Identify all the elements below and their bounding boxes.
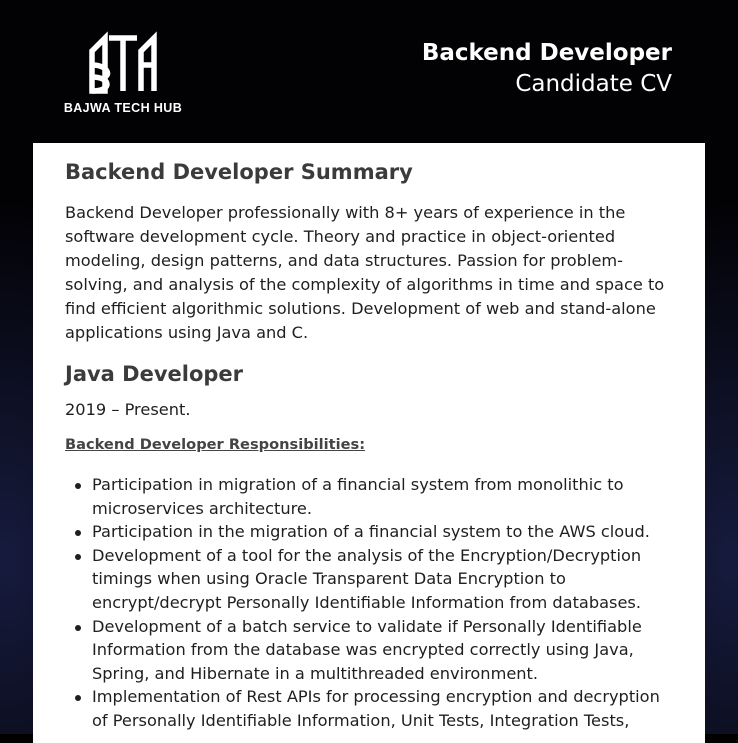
list-item-line: timings when using Oracle Transparent Data Encryption to xyxy=(92,569,566,589)
list-item-line: Development of a tool for the analysis of the Encryption/Decryption xyxy=(92,545,642,565)
brand-logo xyxy=(56,25,190,117)
list-item xyxy=(65,615,680,686)
list-item xyxy=(65,473,680,520)
summary-heading: Backend Developer Summary xyxy=(65,160,413,184)
bth-logo-icon xyxy=(87,25,159,95)
list-item-line: Spring, and Hibernate in a multithreaded environment. xyxy=(92,663,539,683)
list-item-line: of Personally Identifiable Information, Unit Tests, Integration Tests, xyxy=(92,710,630,730)
list-item-line: Participation in the migration of a financial system to the AWS cloud. xyxy=(92,522,650,542)
responsibilities-heading: Backend Developer Responsibilities: xyxy=(65,436,366,453)
list-item-line: Information from the database was encrypted correctly using Java, xyxy=(92,640,634,660)
summary-line: applications using Java and C. xyxy=(65,323,309,342)
list-item-line: encrypt/decrypt Personally Identifiable Information from databases. xyxy=(92,592,641,612)
brand-name: BAJWA TECH HUB xyxy=(63,101,183,115)
bullet-icon xyxy=(75,554,81,560)
list-item-line: Implementation of Rest APIs for processing encryption and decryption xyxy=(92,687,660,707)
responsibilities-list xyxy=(65,473,680,733)
header xyxy=(422,38,672,100)
job-title: Java Developer xyxy=(65,362,244,386)
summary-line: find efficient algorithmic solutions. Development of web and stand-alone xyxy=(65,299,656,318)
summary-paragraph xyxy=(65,201,680,345)
cv-document xyxy=(33,143,705,743)
job-dates: 2019 – Present. xyxy=(65,400,191,419)
summary-line: modeling, design patterns, and data structures. Passion for problem- xyxy=(65,251,624,270)
list-item xyxy=(65,520,680,544)
summary-line: solving, and analysis of the complexity of algorithms in time and space to xyxy=(65,275,665,294)
summary-line: software development cycle. Theory and practice in object-oriented xyxy=(65,227,616,246)
list-item-line: microservices architecture. xyxy=(92,498,313,518)
list-item-line: Participation in migration of a financial system from monolithic to xyxy=(92,475,624,494)
list-item xyxy=(65,685,680,732)
cv-content xyxy=(65,157,680,733)
header-title: Backend Developer xyxy=(421,40,672,66)
summary-line: Backend Developer professionally with 8+ years of experience in the xyxy=(65,203,626,222)
bullet-icon xyxy=(75,625,81,631)
list-item xyxy=(65,544,680,615)
header-subtitle: Candidate CV xyxy=(515,71,672,97)
bullet-icon xyxy=(75,483,81,489)
list-item-line: Development of a batch service to validate if Personally Identifiable xyxy=(92,616,642,636)
bullet-icon xyxy=(75,695,81,701)
bullet-icon xyxy=(75,530,81,536)
